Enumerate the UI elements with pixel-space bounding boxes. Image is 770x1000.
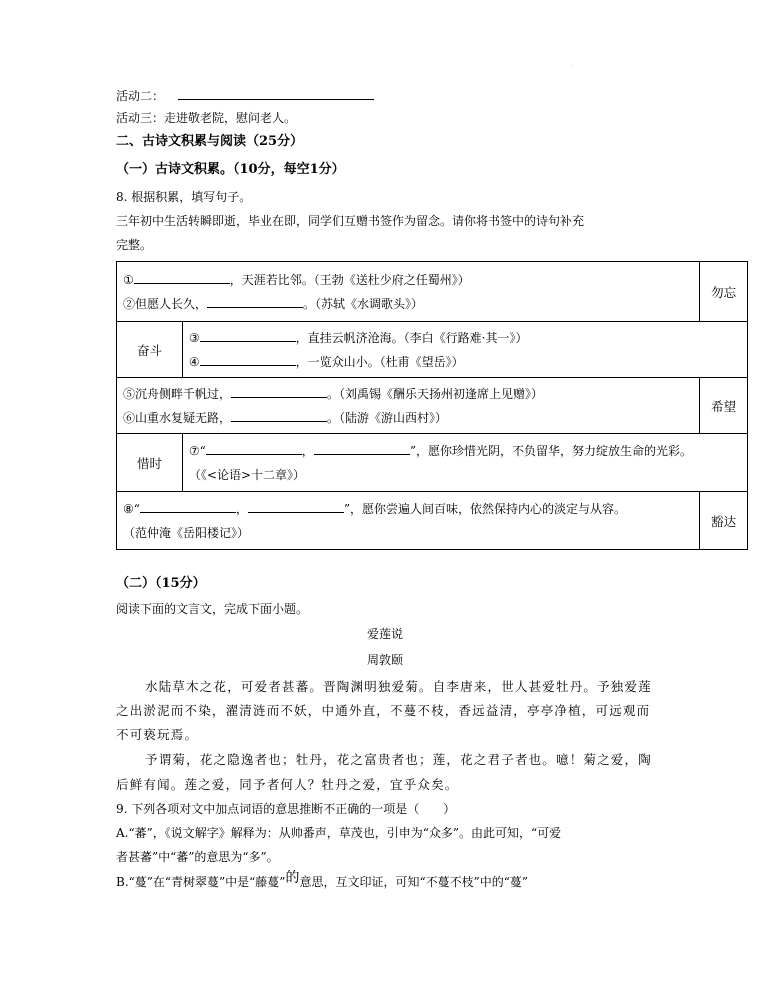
theme-label: 奋斗	[117, 322, 183, 378]
row4-verses	[182, 434, 747, 492]
verse-text: ，	[235, 501, 248, 516]
activity-2	[116, 88, 374, 104]
option-b-text: B.“蔓”在“青树翠蔓”中是“藤蔓”	[116, 875, 286, 889]
theme-label: 惜时	[117, 434, 183, 492]
verse-line	[183, 439, 747, 463]
essay-line: 后鲜有闻。莲之爱，同予者何人？牡丹之爱，宜乎众矣。	[116, 777, 459, 792]
table-row	[117, 492, 748, 550]
answer-blank	[206, 443, 302, 455]
verse-text: ①	[123, 272, 134, 287]
verse-text: ，	[301, 443, 314, 458]
verse-line	[183, 350, 747, 374]
verse-text: ④	[188, 354, 200, 369]
bookmark-table	[116, 261, 748, 550]
table-row	[117, 322, 748, 378]
essay-author: 周敦颐	[366, 653, 403, 667]
answer-blank	[140, 501, 236, 513]
theme-label: 豁达	[700, 492, 748, 550]
verse-text: ⑦“	[188, 443, 206, 458]
verse-line	[117, 268, 699, 292]
reading-instruction: 阅读下面的文言文，完成下面小题。	[116, 602, 309, 616]
verse-line	[117, 382, 699, 406]
essay-line: 予谓菊，花之隐逸者也；牡丹，花之富贵者也；莲，花之君子者也。噫！菊之爱，陶	[145, 752, 652, 767]
verse-text: 。（苏轼《水调歌头》）	[303, 296, 424, 311]
theme-label: 勿忘	[700, 262, 748, 322]
answer-blank	[231, 386, 327, 398]
answer-blank	[200, 330, 296, 342]
answer-blank	[134, 272, 230, 284]
verse-text: ，天涯若比邻。（王勃《送杜少府之任蜀州》）	[229, 272, 470, 287]
answer-blank	[200, 354, 296, 366]
activity-2-label: 活动二：	[116, 89, 165, 103]
option-a-line1: A.“蕃”，《说文解字》解释为：从帅番声，草茂也，引申为“众多”。由此可知，“可爱	[116, 826, 562, 840]
verse-text: ”，愿你尝遍人间百味，依然保持内心的淡定与从容。	[343, 501, 627, 516]
row2-verses	[182, 322, 747, 378]
essay-title: 爱莲说	[366, 627, 403, 641]
answer-blank	[207, 296, 303, 308]
header-mark: .	[571, 61, 573, 68]
subsection-1-title: （一）古诗文积累。（10分，每空1分）	[116, 162, 345, 177]
verse-source: （范仲淹《岳阳楼记》）	[123, 525, 250, 540]
verse-line	[117, 292, 699, 316]
table-row	[117, 262, 748, 322]
row5-verses	[117, 492, 700, 550]
question-8-intro-line2: 完整。	[116, 238, 153, 252]
verse-text: ”，愿你珍惜光阴，不负留华，努力绽放生命的光彩。	[409, 443, 692, 458]
verse-text: ，一览众山小。（杜甫《望岳》）	[295, 354, 464, 369]
question-8-stem: 8. 根据积累，填写句子。	[116, 190, 252, 204]
option-a-line2: 者甚蕃”中“蕃”的意思为“多”。	[116, 850, 279, 864]
essay-line: 水陆草木之花，可爱者甚蕃。晋陶渊明独爱菊。自李唐来，世人甚爱牡丹。予独爱莲	[145, 679, 652, 694]
verse-line	[183, 326, 747, 350]
answer-blank	[248, 501, 344, 513]
verse-text: 。（陆游《游山西村》）	[327, 410, 448, 425]
activity-2-blank	[178, 88, 374, 100]
verse-text: ②但愿人长久，	[123, 296, 208, 311]
option-b-raised-char: 的	[285, 870, 300, 886]
verse-line	[117, 406, 699, 430]
essay-line: 之出淤泥而不染，濯清涟而不妖，中通外直，不蔓不枝，香远益清，亭亭净植，可远观而	[116, 703, 651, 718]
verse-text: ⑧“	[123, 501, 140, 516]
question-9-stem: 9. 下列各项对文中加点词语的意思推断不正确的一项是（ ）	[116, 802, 456, 816]
verse-source: （《<论语>十二章》）	[188, 467, 306, 482]
row3-verses	[117, 378, 700, 434]
verse-text: ③	[188, 330, 200, 345]
option-b-text: 意思，互文印证，可知“不蔓不枝”中的“蔓”	[299, 875, 528, 889]
table-row	[117, 378, 748, 434]
verse-text: 。（刘禹锡《酬乐天扬州初逢席上见赠》）	[327, 386, 544, 401]
essay-line: 不可亵玩焉。	[116, 727, 199, 742]
section-2-title: 二、古诗文积累与阅读（25分）	[116, 134, 304, 149]
verse-line	[117, 497, 699, 521]
answer-blank	[231, 410, 327, 422]
theme-label: 希望	[700, 378, 748, 434]
table-row	[117, 434, 748, 492]
option-b-line1	[116, 870, 528, 890]
subsection-2-title: （二）（15分）	[116, 576, 206, 591]
row1-verses	[117, 262, 700, 322]
verse-text: ⑥山重水复疑无路，	[123, 410, 232, 425]
question-8-intro-line1: 三年初中生活转瞬即逝，毕业在即，同学们互赠书签作为留念。请你将书签中的诗句补充	[116, 214, 585, 228]
answer-blank	[314, 443, 410, 455]
verse-text: ，直挂云帆济沧海。（李白《行路难·其一》）	[295, 330, 528, 345]
verse-text: ⑤沉舟侧畔千帆过，	[123, 386, 232, 401]
activity-3: 活动三：走进敬老院，慰问老人。	[116, 111, 297, 125]
